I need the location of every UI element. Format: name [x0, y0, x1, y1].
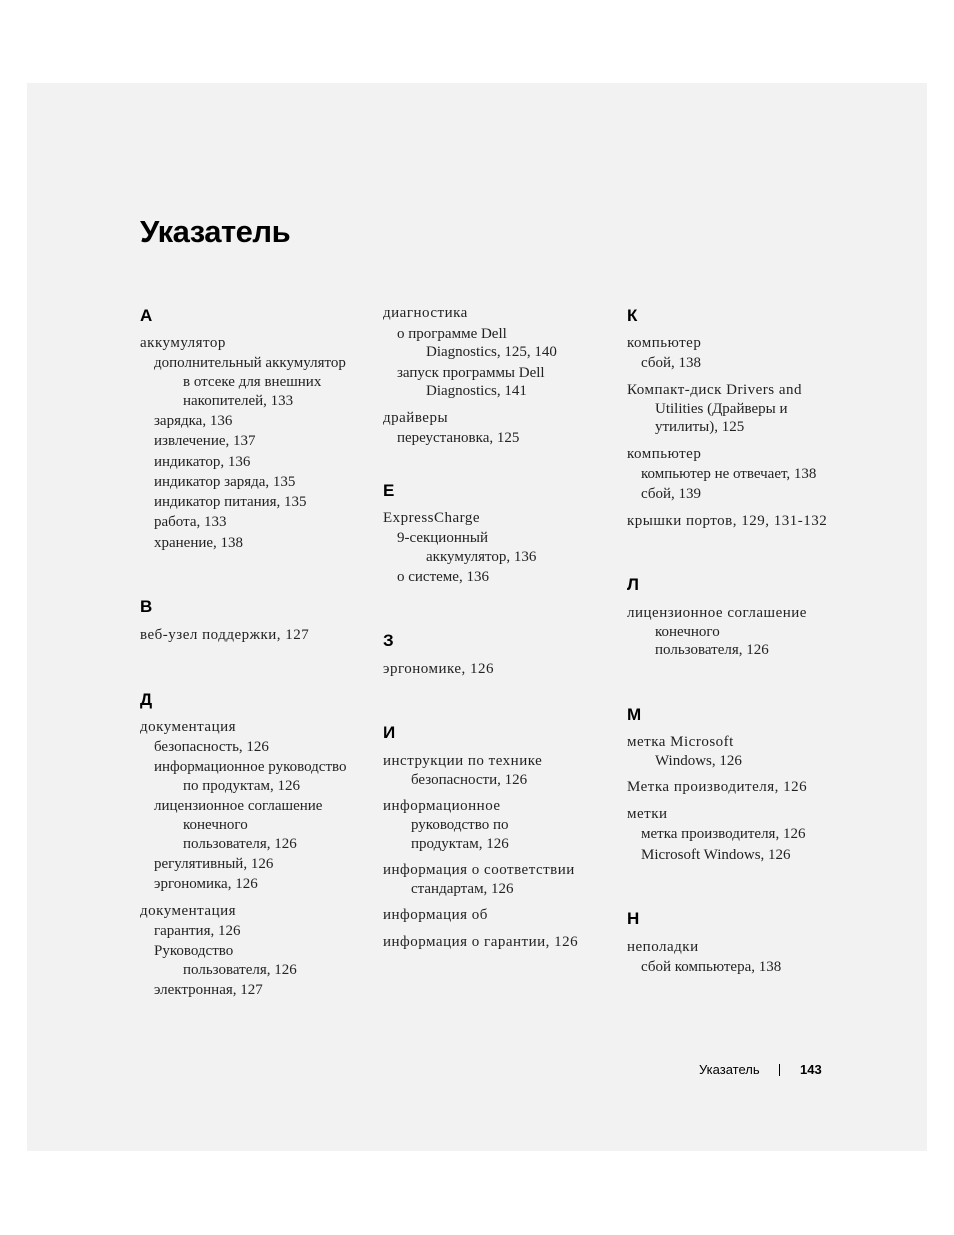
index-subentry: хранение, 138 [154, 535, 244, 551]
index-entry: информация о гарантии, 126 [383, 934, 579, 950]
index-subentry: 9-секционный [397, 530, 488, 546]
index-entry: ExpressCharge [383, 510, 481, 526]
index-entry: неполадки [627, 939, 699, 955]
section-letter-e: E [383, 481, 395, 500]
section-letter-l: Л [627, 575, 639, 594]
index-continuation: пользователя, 126 [183, 836, 297, 852]
index-entry: компьютер [627, 446, 702, 462]
index-entry: лицензионное соглашение [627, 605, 807, 621]
index-continuation: пользователя, 126 [655, 642, 769, 658]
index-subentry: переустановка, 125 [397, 430, 520, 446]
index-subentry: сбой, 138 [641, 355, 701, 371]
index-entry: документация [140, 903, 237, 919]
index-entry: информация об [383, 907, 488, 923]
index-entry: инструкции по технике [383, 753, 543, 769]
index-continuation: утилиты), 125 [655, 419, 745, 435]
index-continuation: конечного [183, 817, 248, 833]
section-letter-k: К [627, 306, 638, 325]
index-continuation: Utilities (Драйверы и [655, 401, 788, 417]
index-subentry: лицензионное соглашение [154, 798, 323, 814]
page-title: Указатель [140, 214, 291, 249]
section-letter-d: Д [140, 690, 153, 709]
index-entry: информационное [383, 798, 501, 814]
index-continuation: конечного [655, 624, 720, 640]
index-subentry: регулятивный, 126 [154, 856, 274, 872]
index-continuation: аккумулятор, 136 [426, 549, 537, 565]
footer-section-label: Указатель [699, 1062, 760, 1077]
index-subentry: работа, 133 [154, 514, 227, 530]
footer-separator [779, 1064, 780, 1076]
index-subentry: запуск программы Dell [397, 365, 545, 381]
section-letter-i: И [383, 723, 396, 742]
index-entry: диагностика [383, 305, 468, 321]
section-letter-n: Н [627, 909, 640, 928]
index-continuation: в отсеке для внешних [183, 374, 322, 390]
index-subentry: индикатор заряда, 135 [154, 474, 296, 490]
index-continuation: накопителей, 133 [183, 393, 294, 409]
section-letter-a: А [140, 306, 153, 325]
index-subentry: Руководство [154, 943, 234, 959]
index-subentry: о программе Dell [397, 326, 507, 342]
index-subentry: информационное руководство [154, 759, 347, 775]
index-subentry: Microsoft Windows, 126 [641, 847, 791, 863]
index-subentry: зарядка, 136 [154, 413, 233, 429]
section-letter-m: М [627, 705, 642, 724]
index-continuation: продуктам, 126 [411, 836, 509, 852]
index-continuation: Diagnostics, 125, 140 [426, 344, 557, 360]
index-subentry: метка производителя, 126 [641, 826, 806, 842]
index-subentry: сбой, 139 [641, 486, 701, 502]
index-subentry: дополнительный аккумулятор [154, 355, 346, 371]
index-entry: веб-узел поддержки, 127 [140, 627, 310, 643]
index-subentry: индикатор питания, 135 [154, 494, 307, 510]
index-continuation: Diagnostics, 141 [426, 383, 527, 399]
index-entry: Компакт-диск Drivers and [627, 382, 803, 398]
page-number: 143 [800, 1062, 822, 1077]
index-subentry: сбой компьютера, 138 [641, 959, 782, 975]
index-entry: метки [627, 806, 668, 822]
index-subentry: гарантия, 126 [154, 923, 241, 939]
index-subentry: компьютер не отвечает, 138 [641, 466, 817, 482]
index-entry: метка Microsoft [627, 734, 734, 750]
index-entry: эргономике, 126 [383, 661, 495, 677]
index-subentry: о системе, 136 [397, 569, 489, 585]
index-continuation: безопасности, 126 [411, 772, 528, 788]
index-entry: компьютер [627, 335, 702, 351]
index-entry: документация [140, 719, 237, 735]
index-entry: информация о соответствии [383, 862, 575, 878]
index-subentry: эргономика, 126 [154, 876, 258, 892]
index-continuation: Windows, 126 [655, 753, 742, 769]
index-entry: аккумулятор [140, 335, 226, 351]
index-subentry: электронная, 127 [154, 982, 263, 998]
index-continuation: по продуктам, 126 [183, 778, 300, 794]
index-subentry: индикатор, 136 [154, 454, 251, 470]
section-letter-v: В [140, 597, 153, 616]
index-continuation: пользователя, 126 [183, 962, 297, 978]
index-continuation: руководство по [411, 817, 509, 833]
index-entry: драйверы [383, 410, 449, 426]
index-entry: Метка производителя, 126 [627, 779, 808, 795]
index-subentry: безопасность, 126 [154, 739, 269, 755]
section-letter-z: З [383, 631, 394, 650]
index-continuation: стандартам, 126 [411, 881, 514, 897]
index-entry: крышки портов, 129, 131-132 [627, 513, 828, 529]
index-subentry: извлечение, 137 [154, 433, 256, 449]
